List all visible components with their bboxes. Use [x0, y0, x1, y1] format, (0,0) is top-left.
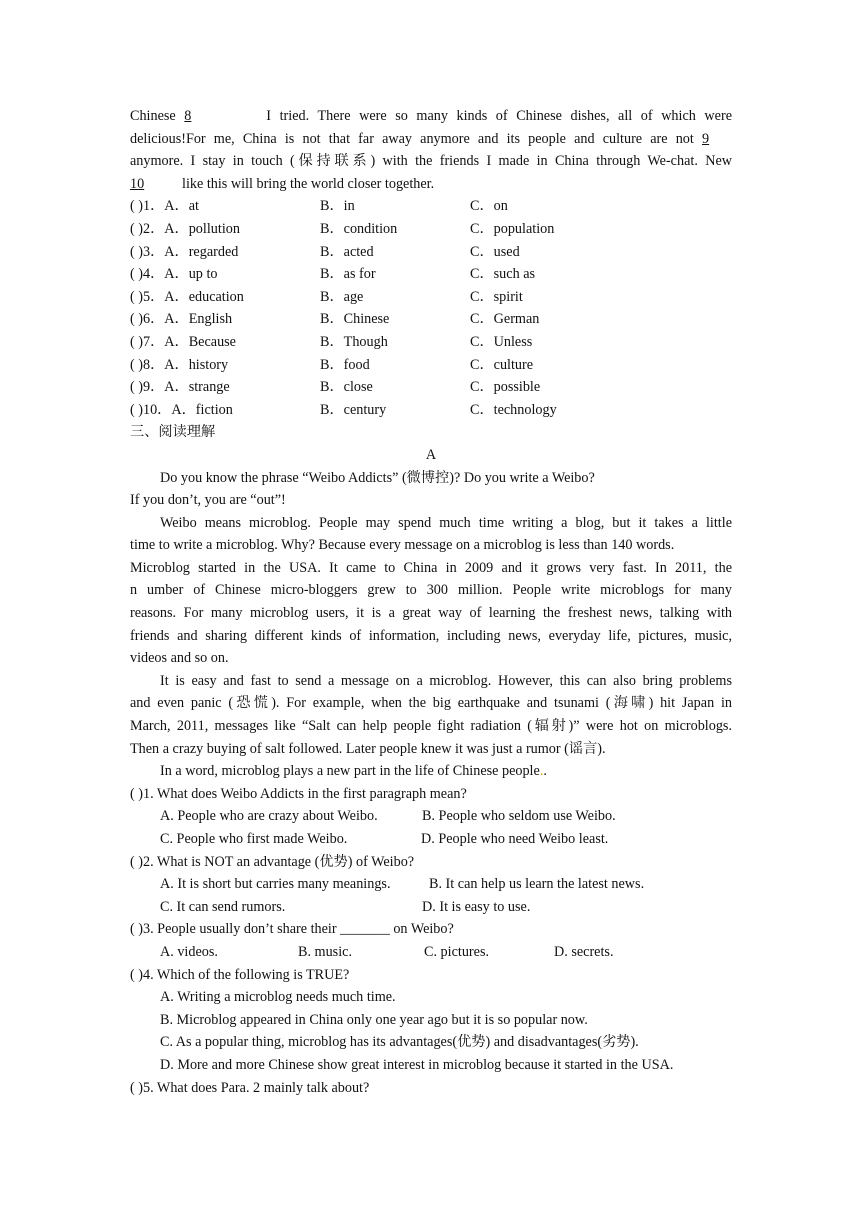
question-2-options-row [130, 873, 732, 896]
passage-line-2 [130, 128, 732, 151]
option-c: C．Unless [470, 333, 533, 350]
blank-10: 10 [130, 175, 145, 192]
cloze-row [130, 218, 732, 241]
section-title: 三、阅读理解 [130, 424, 216, 441]
option-a: ( )6．A．English [130, 311, 233, 328]
reading-text: . [543, 763, 547, 780]
option-b: B．close [320, 379, 373, 396]
reading-line: Then a crazy buying of salt followed. Later people knew it was just a rumor (谣言). [130, 740, 606, 757]
option-c: C．technology [470, 401, 557, 418]
reading-line: It is easy and fast to send a message on a microblog. However, this can also bring problems [160, 672, 732, 689]
option-a: ( )8．A．history [130, 356, 229, 373]
option-b: B．acted [320, 243, 374, 260]
question-4-option-b: B. Microblog appeared in China only one year ago but it is so popular now. [160, 1011, 588, 1028]
option-c: C．German [470, 311, 540, 328]
question-2: ( )2. What is NOT an advantage (优势) of Weibo? [130, 853, 415, 870]
reading-line: If you don’t, you are “out”! [130, 492, 286, 509]
option-a: ( )1．A．at [130, 198, 199, 215]
option-a: ( )9．A．strange [130, 379, 230, 396]
reading-line: n umber of Chinese micro-bloggers grew to 300 million. People write microblogs for many [130, 582, 732, 599]
question-4-option-c: C. As a popular thing, microblog has its advantages(优势) and disadvantages(劣势). [160, 1034, 639, 1051]
cloze-row [130, 354, 732, 377]
option-b: B．century [320, 401, 387, 418]
option-d: D. It is easy to use. [422, 898, 531, 915]
option-b: B. People who seldom use Weibo. [422, 808, 616, 825]
passage-line-3: anymore. I stay in touch (保持联系) with the friends I made in China through We-chat. New [130, 153, 732, 170]
blank-8: 8 [184, 108, 192, 124]
document-page [130, 105, 732, 1099]
question-1-options-row [130, 828, 732, 851]
passage-text: delicious!For me, China is not that far away anymore and its people and culture are not [130, 130, 694, 147]
reading-text: In a word, microblog plays a new part in the life of Chinese people [160, 763, 540, 780]
option-b: B．food [320, 356, 370, 373]
option-a: A. People who are crazy about Weibo. [160, 808, 378, 825]
question-4: ( )4. Which of the following is TRUE? [130, 966, 350, 983]
option-b: B．condition [320, 220, 398, 237]
reading-line: time to write a microblog. Why? Because every message on a microblog is less than 140 words. [130, 537, 675, 554]
option-b: B．age [320, 288, 364, 305]
option-a: A. It is short but carries many meanings. [160, 876, 391, 893]
option-b: B．Chinese [320, 311, 390, 328]
option-c: C. People who first made Weibo. [160, 831, 348, 847]
cloze-row [130, 286, 732, 309]
question-3: ( )3. People usually don’t share their _______ on Weibo? [130, 921, 454, 938]
question-5: ( )5. What does Para. 2 mainly talk about? [130, 1079, 370, 1096]
reading-line: March, 2011, messages like “Salt can help people fight radiation (辐射)” were hot on microblogs. [130, 718, 732, 735]
question-4-option-a: A. Writing a microblog needs much time. [160, 989, 396, 1006]
option-c: C．possible [470, 379, 541, 396]
option-b: B．Though [320, 333, 388, 350]
question-2-options-row [130, 896, 732, 919]
option-a: A. videos. [160, 943, 218, 960]
reading-line [130, 760, 732, 783]
cloze-row [130, 308, 732, 331]
option-b: B．in [320, 198, 355, 215]
option-a: ( )2．A．pollution [130, 220, 240, 237]
option-b: B. It can help us learn the latest news. [429, 876, 645, 893]
passage-text: I tried. There were so many kinds of Chinese dishes, all of which were [266, 108, 732, 124]
question-4-option-d: D. More and more Chinese show great interest in microblog because it started in the USA. [160, 1056, 674, 1073]
option-d: D. secrets. [554, 943, 614, 960]
question-1-options-row [130, 805, 732, 828]
option-a: ( )10．A．fiction [130, 401, 233, 418]
reading-line: Weibo means microblog. People may spend much time writing a blog, but it takes a little [160, 514, 732, 531]
option-c: C．such as [470, 266, 536, 283]
reading-line: reasons. For many microblog users, it is a great way of learning the freshest news, talking with [130, 605, 732, 622]
option-c: C. pictures. [424, 943, 490, 960]
option-c: C．spirit [470, 288, 523, 305]
question-1: ( )1. What does Weibo Addicts in the first paragraph mean? [130, 785, 467, 802]
option-a: ( )4．A．up to [130, 266, 218, 283]
passage-line-4 [130, 173, 732, 196]
cloze-row [130, 195, 732, 218]
cloze-row [130, 263, 732, 286]
cloze-row [130, 399, 732, 422]
passage-line-1 [130, 105, 732, 128]
option-a: ( )3．A．regarded [130, 243, 239, 260]
option-c: C．used [470, 243, 520, 260]
cloze-row [130, 376, 732, 399]
option-d: D. People who need Weibo least. [421, 831, 609, 847]
passage-label: A [425, 446, 437, 463]
blank-9: 9 [702, 130, 710, 147]
option-a: ( )5．A．education [130, 288, 244, 305]
highlight-dot: . [539, 763, 544, 780]
option-c: C. It can send rumors. [160, 898, 286, 915]
reading-line: Microblog started in the USA. It came to China in 2009 and it grows very fast. In 2011, the [130, 559, 732, 576]
option-c: C．population [470, 220, 555, 237]
question-3-options-row [130, 941, 732, 964]
passage-text: Chinese [130, 108, 176, 124]
reading-line: friends and sharing different kinds of information, including news, everyday life, pictures, music, [130, 627, 732, 644]
reading-line: videos and so on. [130, 650, 229, 667]
cloze-row [130, 331, 732, 354]
option-a: ( )7．A．Because [130, 333, 236, 350]
option-c: C．culture [470, 356, 534, 373]
option-b: B．as for [320, 266, 376, 283]
cloze-options [130, 195, 732, 421]
passage-text: like this will bring the world closer together. [182, 175, 435, 192]
reading-line: and even panic (恐慌). For example, when the big earthquake and tsunami (海啸) hit Japan in [130, 695, 732, 712]
option-b: B. music. [298, 943, 352, 960]
option-c: C．on [470, 198, 508, 215]
cloze-row [130, 241, 732, 264]
reading-line: Do you know the phrase “Weibo Addicts” (微博控)? Do you write a Weibo? [160, 469, 595, 486]
